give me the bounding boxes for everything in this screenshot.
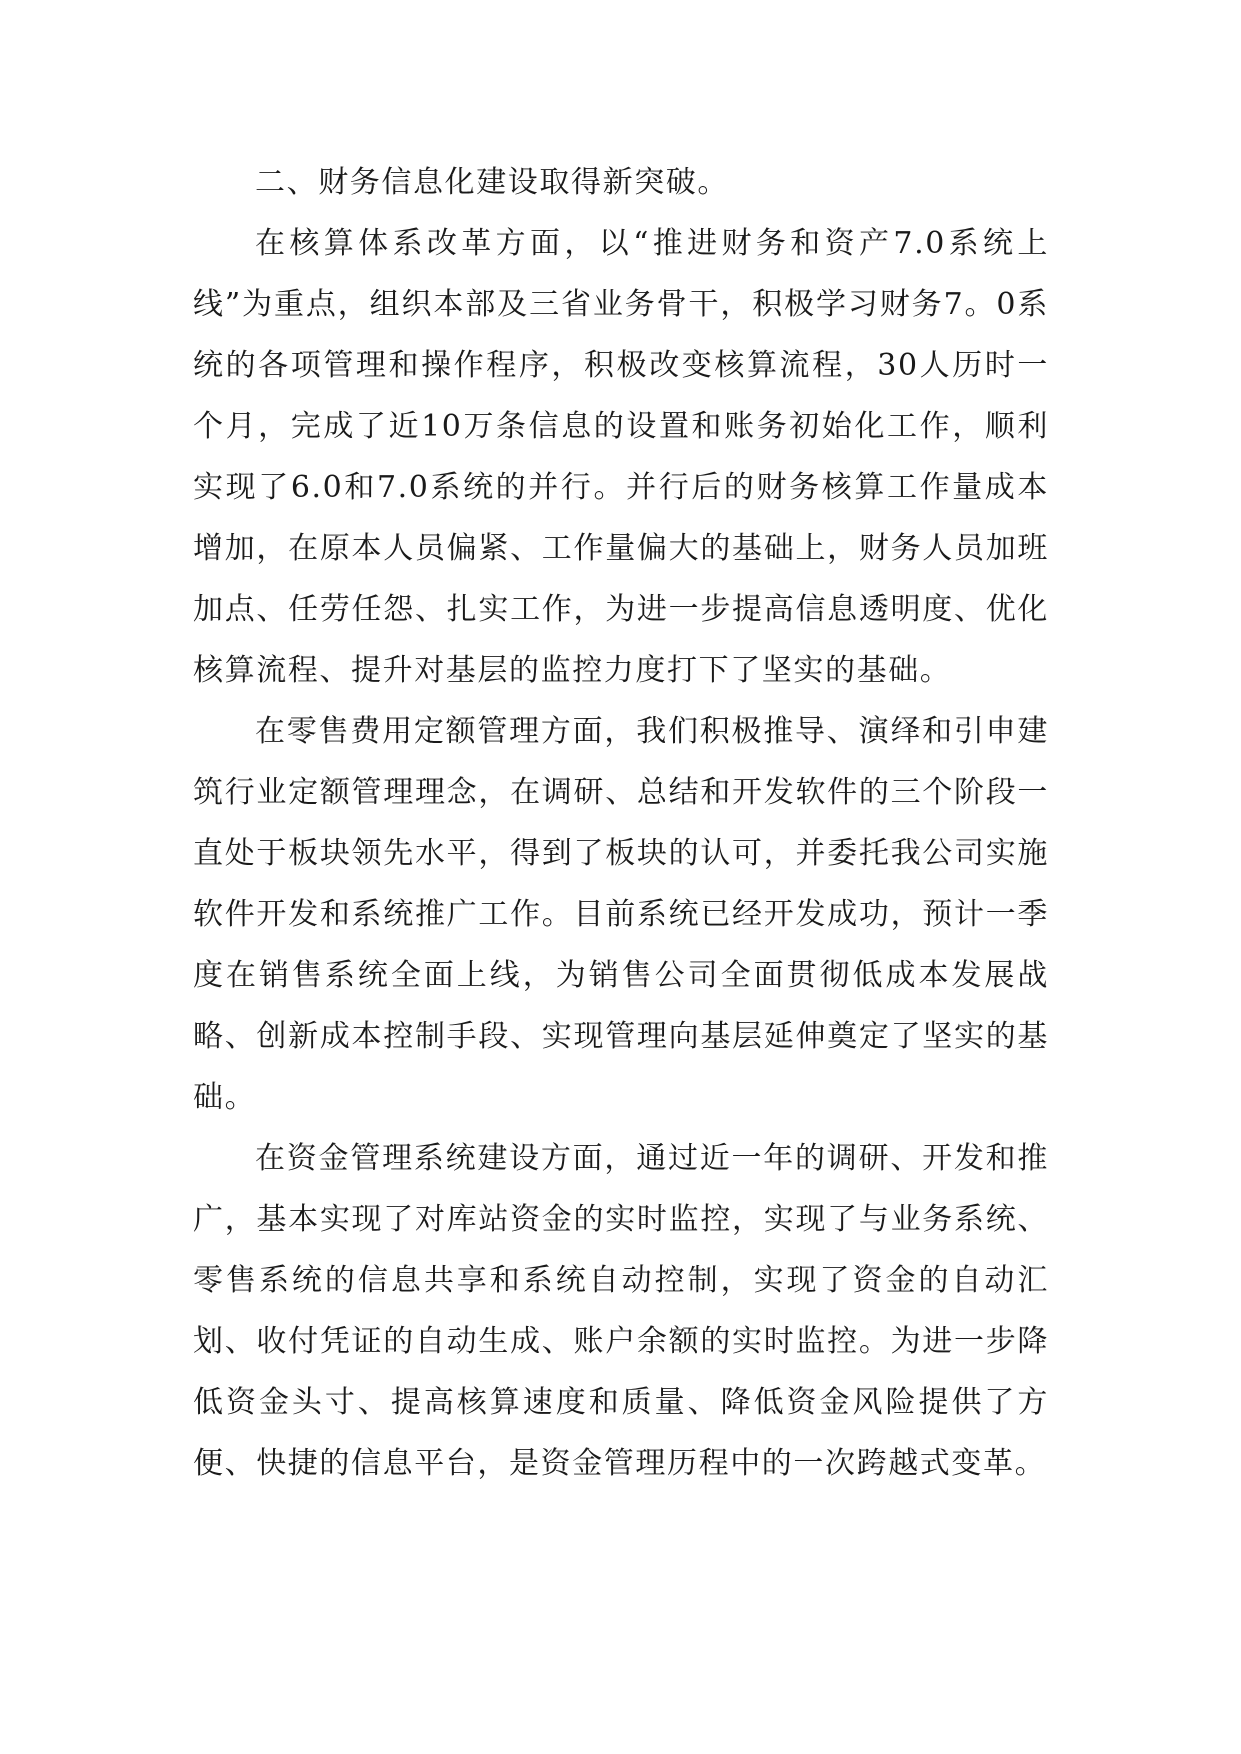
- document-body: [193, 152, 1049, 1494]
- paragraph-retail-quota: 在零售费用定额管理方面，我们积极推导、演绎和引申建筑行业定额管理理念，在调研、总结和开发软件的三个阶段一直处于板块领先水平，得到了板块的认可，并委托我公司实施软件开发和系统推广工作。目前系统已经开发成功，预计一季度在销售系统全面上线，为销售公司全面贯彻低成本发展战略、创新成本控制手段、实现管理向基层延伸奠定了坚实的基础。: [193, 714, 1049, 1115]
- paragraph-accounting-reform: 在核算体系改革方面，以“推进财务和资产7.0系统上线”为重点，组织本部及三省业务骨干，积极学习财务7。0系统的各项管理和操作程序，积极改变核算流程，30人历时一个月，完成了近10万条信息的设置和账务初始化工作，顺利实现了6.0和7.0系统的并行。并行后的财务核算工作量成本增加，在原本人员偏紧、工作量偏大的基础上，财务人员加班加点、任劳任怨、扎实工作，为进一步提高信息透明度、优化核算流程、提升对基层的监控力度打下了坚实的基础。: [193, 226, 1049, 688]
- paragraph-fund-management: 在资金管理系统建设方面，通过近一年的调研、开发和推广，基本实现了对库站资金的实时监控，实现了与业务系统、零售系统的信息共享和系统自动控制，实现了资金的自动汇划、收付凭证的自动生成、账户余额的实时监控。为进一步降低资金头寸、提高核算速度和质量、降低资金风险提供了方便、快捷的信息平台，是资金管理历程中的一次跨越式变革。: [193, 1141, 1049, 1481]
- section-heading: 二、财务信息化建设取得新突破。: [255, 165, 729, 200]
